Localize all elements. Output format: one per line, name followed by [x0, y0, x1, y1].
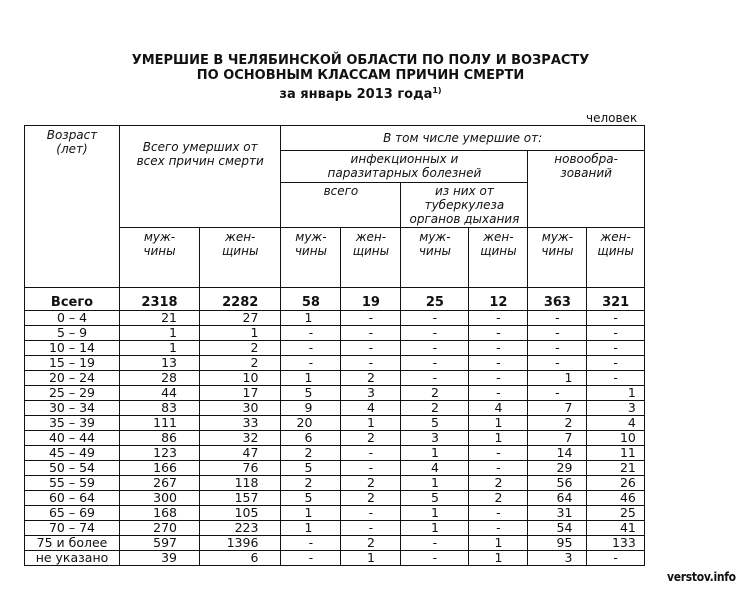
- unit-label: человек: [586, 111, 638, 125]
- header-male: [401, 228, 469, 288]
- cell-value: 4: [341, 401, 401, 416]
- cell-value: -: [587, 551, 644, 566]
- cell-value: 2: [281, 476, 341, 491]
- cell-value: -: [528, 386, 587, 401]
- cell-value: 2: [469, 476, 528, 491]
- age-group: 10 – 14: [25, 341, 120, 356]
- cell-value: -: [401, 311, 469, 326]
- header-all-causes: [120, 126, 281, 228]
- cell-value: 5: [401, 491, 469, 506]
- cell-value: -: [528, 341, 587, 356]
- header-male: [120, 228, 200, 288]
- cell-value: 11: [587, 446, 644, 461]
- cell-value: 14: [528, 446, 587, 461]
- cell-value: 4: [401, 461, 469, 476]
- cell-value: 1: [281, 506, 341, 521]
- cell-value: -: [469, 356, 528, 371]
- cell-value: -: [469, 521, 528, 536]
- header-male-text: муж-чины: [541, 230, 574, 258]
- cell-value: -: [469, 386, 528, 401]
- cell-value: 597: [120, 536, 200, 551]
- cell-value: 166: [120, 461, 200, 476]
- cell-value: -: [401, 356, 469, 371]
- cell-value: 1: [401, 521, 469, 536]
- cell-value: -: [528, 311, 587, 326]
- header-male: [281, 228, 341, 288]
- cell-value: 2: [341, 371, 401, 386]
- cell-value: -: [341, 356, 401, 371]
- age-group: 50 – 54: [25, 461, 120, 476]
- header-infectious: [281, 151, 528, 183]
- cell-value: -: [587, 341, 644, 356]
- cell-value: 31: [528, 506, 587, 521]
- header-age-text: Возраст (лет): [46, 128, 98, 156]
- table-row: [25, 401, 645, 416]
- table-row: [25, 341, 645, 356]
- header-male-text: муж-чины: [143, 230, 176, 258]
- cell-value: 7: [528, 431, 587, 446]
- header-age: [25, 126, 120, 288]
- cell-value: 133: [587, 536, 644, 551]
- header-male-text: муж-чины: [418, 230, 452, 258]
- cell-value: -: [469, 326, 528, 341]
- table-row: [25, 461, 645, 476]
- cell-value: -: [469, 461, 528, 476]
- cell-value: 47: [200, 446, 281, 461]
- total-value: 2318: [120, 288, 200, 311]
- cell-value: 25: [587, 506, 644, 521]
- header-female-text: жен-щины: [352, 230, 390, 258]
- cell-value: -: [401, 341, 469, 356]
- table-row: [25, 446, 645, 461]
- header-tuberculosis-text: из них от туберкулеза органов дыхания: [409, 184, 520, 226]
- cell-value: -: [341, 326, 401, 341]
- cell-value: 5: [281, 386, 341, 401]
- cell-value: 21: [587, 461, 644, 476]
- cell-value: 21: [120, 311, 200, 326]
- cell-value: 9: [281, 401, 341, 416]
- age-group: 65 – 69: [25, 506, 120, 521]
- age-group: 45 – 49: [25, 446, 120, 461]
- age-group: 70 – 74: [25, 521, 120, 536]
- age-group: 5 – 9: [25, 326, 120, 341]
- cell-value: 3: [587, 401, 644, 416]
- age-group: 20 – 24: [25, 371, 120, 386]
- cell-value: 2: [528, 416, 587, 431]
- cell-value: -: [469, 371, 528, 386]
- table-row: [25, 326, 645, 341]
- cell-value: 105: [200, 506, 281, 521]
- cell-value: -: [281, 356, 341, 371]
- table-row: [25, 416, 645, 431]
- cell-value: -: [341, 311, 401, 326]
- cell-value: 1: [401, 446, 469, 461]
- total-label: Всего: [25, 288, 120, 311]
- cell-value: -: [469, 446, 528, 461]
- cell-value: -: [341, 506, 401, 521]
- cell-value: 32: [200, 431, 281, 446]
- cell-value: 2: [341, 476, 401, 491]
- cell-value: -: [469, 311, 528, 326]
- age-group: 25 – 29: [25, 386, 120, 401]
- cell-value: 1: [469, 536, 528, 551]
- mortality-table: [24, 125, 645, 566]
- cell-value: -: [341, 461, 401, 476]
- cell-value: 83: [120, 401, 200, 416]
- header-including: [281, 126, 644, 151]
- header-female-text: жен-щины: [597, 230, 634, 258]
- cell-value: -: [528, 356, 587, 371]
- total-value: 58: [281, 288, 341, 311]
- cell-value: 6: [281, 431, 341, 446]
- total-value: 19: [341, 288, 401, 311]
- cell-value: 168: [120, 506, 200, 521]
- cell-value: -: [528, 326, 587, 341]
- age-group: 15 – 19: [25, 356, 120, 371]
- table-row: [25, 551, 645, 566]
- title-line-1: УМЕРШИЕ В ЧЕЛЯБИНСКОЙ ОБЛАСТИ ПО ПОЛУ И ВОЗРАСТУ: [131, 53, 590, 68]
- cell-value: -: [587, 371, 644, 386]
- cell-value: 10: [587, 431, 644, 446]
- cell-value: 29: [528, 461, 587, 476]
- cell-value: -: [281, 341, 341, 356]
- cell-value: 28: [120, 371, 200, 386]
- table-row: [25, 386, 645, 401]
- cell-value: 44: [120, 386, 200, 401]
- cell-value: -: [401, 371, 469, 386]
- title-period: за январь 2013 года: [279, 87, 433, 102]
- cell-value: 1: [528, 371, 587, 386]
- cell-value: -: [281, 326, 341, 341]
- cell-value: 3: [341, 386, 401, 401]
- cell-value: 111: [120, 416, 200, 431]
- cell-value: 4: [469, 401, 528, 416]
- table-row: [25, 506, 645, 521]
- header-female: [587, 228, 644, 288]
- total-value: 12: [469, 288, 528, 311]
- header-female: [200, 228, 281, 288]
- cell-value: 1: [587, 386, 644, 401]
- cell-value: 2: [200, 341, 281, 356]
- total-row: [25, 288, 645, 311]
- cell-value: 1: [341, 551, 401, 566]
- cell-value: -: [401, 551, 469, 566]
- age-group: 55 – 59: [25, 476, 120, 491]
- cell-value: 1: [281, 371, 341, 386]
- cell-value: 41: [587, 521, 644, 536]
- age-group: 75 и более: [25, 536, 120, 551]
- header-female: [341, 228, 401, 288]
- header-tuberculosis: [401, 183, 528, 228]
- cell-value: 54: [528, 521, 587, 536]
- cell-value: 1: [469, 416, 528, 431]
- total-value: 321: [587, 288, 644, 311]
- cell-value: -: [341, 341, 401, 356]
- cell-value: 86: [120, 431, 200, 446]
- table-body: [25, 288, 645, 566]
- cell-value: 223: [200, 521, 281, 536]
- cell-value: 1396: [200, 536, 281, 551]
- cell-value: 39: [120, 551, 200, 566]
- header-infectious-total-text: всего: [323, 184, 359, 198]
- cell-value: 64: [528, 491, 587, 506]
- header-female-text: жен-щины: [222, 230, 259, 258]
- cell-value: -: [587, 311, 644, 326]
- cell-value: 157: [200, 491, 281, 506]
- cell-value: 2: [341, 491, 401, 506]
- header-neoplasms-text: новообра-зований: [554, 152, 618, 180]
- cell-value: 76: [200, 461, 281, 476]
- cell-value: 30: [200, 401, 281, 416]
- age-group: 0 – 4: [25, 311, 120, 326]
- cell-value: -: [341, 446, 401, 461]
- cell-value: -: [469, 341, 528, 356]
- cell-value: 13: [120, 356, 200, 371]
- cell-value: 6: [200, 551, 281, 566]
- cell-value: 33: [200, 416, 281, 431]
- cell-value: 1: [401, 506, 469, 521]
- cell-value: 5: [281, 491, 341, 506]
- cell-value: 1: [469, 431, 528, 446]
- cell-value: 4: [587, 416, 644, 431]
- header-female: [469, 228, 528, 288]
- cell-value: 7: [528, 401, 587, 416]
- cell-value: 1: [120, 326, 200, 341]
- table-row: [25, 476, 645, 491]
- cell-value: -: [401, 326, 469, 341]
- cell-value: 46: [587, 491, 644, 506]
- header-infectious-text: инфекционных и паразитарных болезней: [327, 152, 482, 180]
- header-male-text: муж-чины: [294, 230, 328, 258]
- header-including-text: В том числе умершие от:: [383, 131, 543, 145]
- title-line-3: [0, 83, 731, 102]
- cell-value: 2: [401, 386, 469, 401]
- cell-value: 2: [341, 536, 401, 551]
- cell-value: 5: [281, 461, 341, 476]
- footnote-mark: 1): [432, 86, 442, 95]
- total-value: 363: [528, 288, 587, 311]
- cell-value: 2: [200, 356, 281, 371]
- cell-value: 27: [200, 311, 281, 326]
- cell-value: 123: [120, 446, 200, 461]
- header-female-text: жен-щины: [480, 230, 517, 258]
- age-group: 60 – 64: [25, 491, 120, 506]
- cell-value: 2: [401, 401, 469, 416]
- cell-value: -: [401, 536, 469, 551]
- header-neoplasms: [528, 151, 644, 228]
- cell-value: 1: [469, 551, 528, 566]
- cell-value: 10: [200, 371, 281, 386]
- cell-value: -: [281, 536, 341, 551]
- cell-value: 3: [401, 431, 469, 446]
- header-all-causes-text: Всего умерших от всех причин смерти: [136, 140, 264, 168]
- cell-value: -: [469, 506, 528, 521]
- cell-value: 26: [587, 476, 644, 491]
- cell-value: 270: [120, 521, 200, 536]
- cell-value: -: [341, 521, 401, 536]
- table-row: [25, 521, 645, 536]
- cell-value: 5: [401, 416, 469, 431]
- table-row: [25, 536, 645, 551]
- watermark: verstov.info: [667, 570, 736, 584]
- cell-value: 95: [528, 536, 587, 551]
- cell-value: 3: [528, 551, 587, 566]
- header-infectious-total: [281, 183, 401, 228]
- cell-value: 2: [281, 446, 341, 461]
- table-row: [25, 431, 645, 446]
- age-group: 30 – 34: [25, 401, 120, 416]
- cell-value: 1: [281, 521, 341, 536]
- cell-value: 1: [401, 476, 469, 491]
- cell-value: 1: [341, 416, 401, 431]
- title-line-2: ПО ОСНОВНЫМ КЛАССАМ ПРИЧИН СМЕРТИ: [196, 68, 525, 83]
- age-group: не указано: [25, 551, 120, 566]
- cell-value: 1: [120, 341, 200, 356]
- cell-value: 2: [469, 491, 528, 506]
- total-value: 25: [401, 288, 469, 311]
- cell-value: 1: [200, 326, 281, 341]
- cell-value: -: [281, 551, 341, 566]
- cell-value: 2: [341, 431, 401, 446]
- cell-value: 300: [120, 491, 200, 506]
- cell-value: 20: [281, 416, 341, 431]
- table-row: [25, 311, 645, 326]
- cell-value: 267: [120, 476, 200, 491]
- age-group: 35 – 39: [25, 416, 120, 431]
- total-value: 2282: [200, 288, 281, 311]
- cell-value: -: [587, 326, 644, 341]
- table-row: [25, 371, 645, 386]
- cell-value: 1: [281, 311, 341, 326]
- cell-value: -: [587, 356, 644, 371]
- table-row: [25, 491, 645, 506]
- header-male: [528, 228, 587, 288]
- table-row: [25, 356, 645, 371]
- cell-value: 17: [200, 386, 281, 401]
- cell-value: 118: [200, 476, 281, 491]
- age-group: 40 – 44: [25, 431, 120, 446]
- cell-value: 56: [528, 476, 587, 491]
